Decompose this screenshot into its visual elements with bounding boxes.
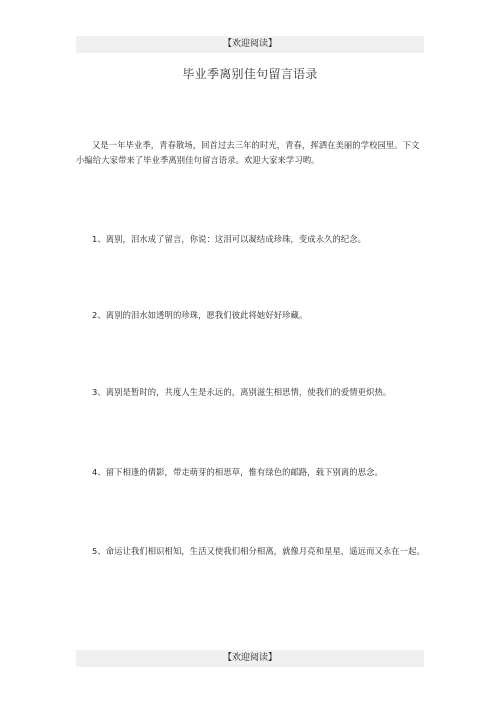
list-item: 4、留下相逢的倩影，带走萌芽的相思草，惟有绿色的邮路，载下别离的思念。 [92, 467, 383, 477]
list-item: 2、离别的泪水如透明的珍珠，愿我们彼此将她好好珍藏。 [92, 310, 308, 320]
list-item: 1、离别，泪水成了留言，你说：这泪可以凝结成珍珠，变成永久的纪念。 [92, 234, 367, 244]
list-item: 5、命运让我们相识相知，生活又使我们相分相离，就像月亮和星星，遥远而又永在一起。 [92, 546, 425, 556]
intro-paragraph: 又是一年毕业季，青春散场，回首过去三年的时光，青春，挥洒在美丽的学校园里。下文小编给大家带来了毕业季离别佳句留言语录。欢迎大家来学习哟。 [76, 140, 420, 165]
page-title: 毕业季离别佳句留言语录 [182, 67, 318, 81]
list-item: 3、离别是暂时的，共度人生是永远的，离别滋生相思情，使我们的爱情更炽热。 [92, 387, 392, 397]
footer-banner: 【欢迎阅读】 [76, 650, 424, 667]
header-banner: 【欢迎阅读】 [76, 36, 424, 53]
